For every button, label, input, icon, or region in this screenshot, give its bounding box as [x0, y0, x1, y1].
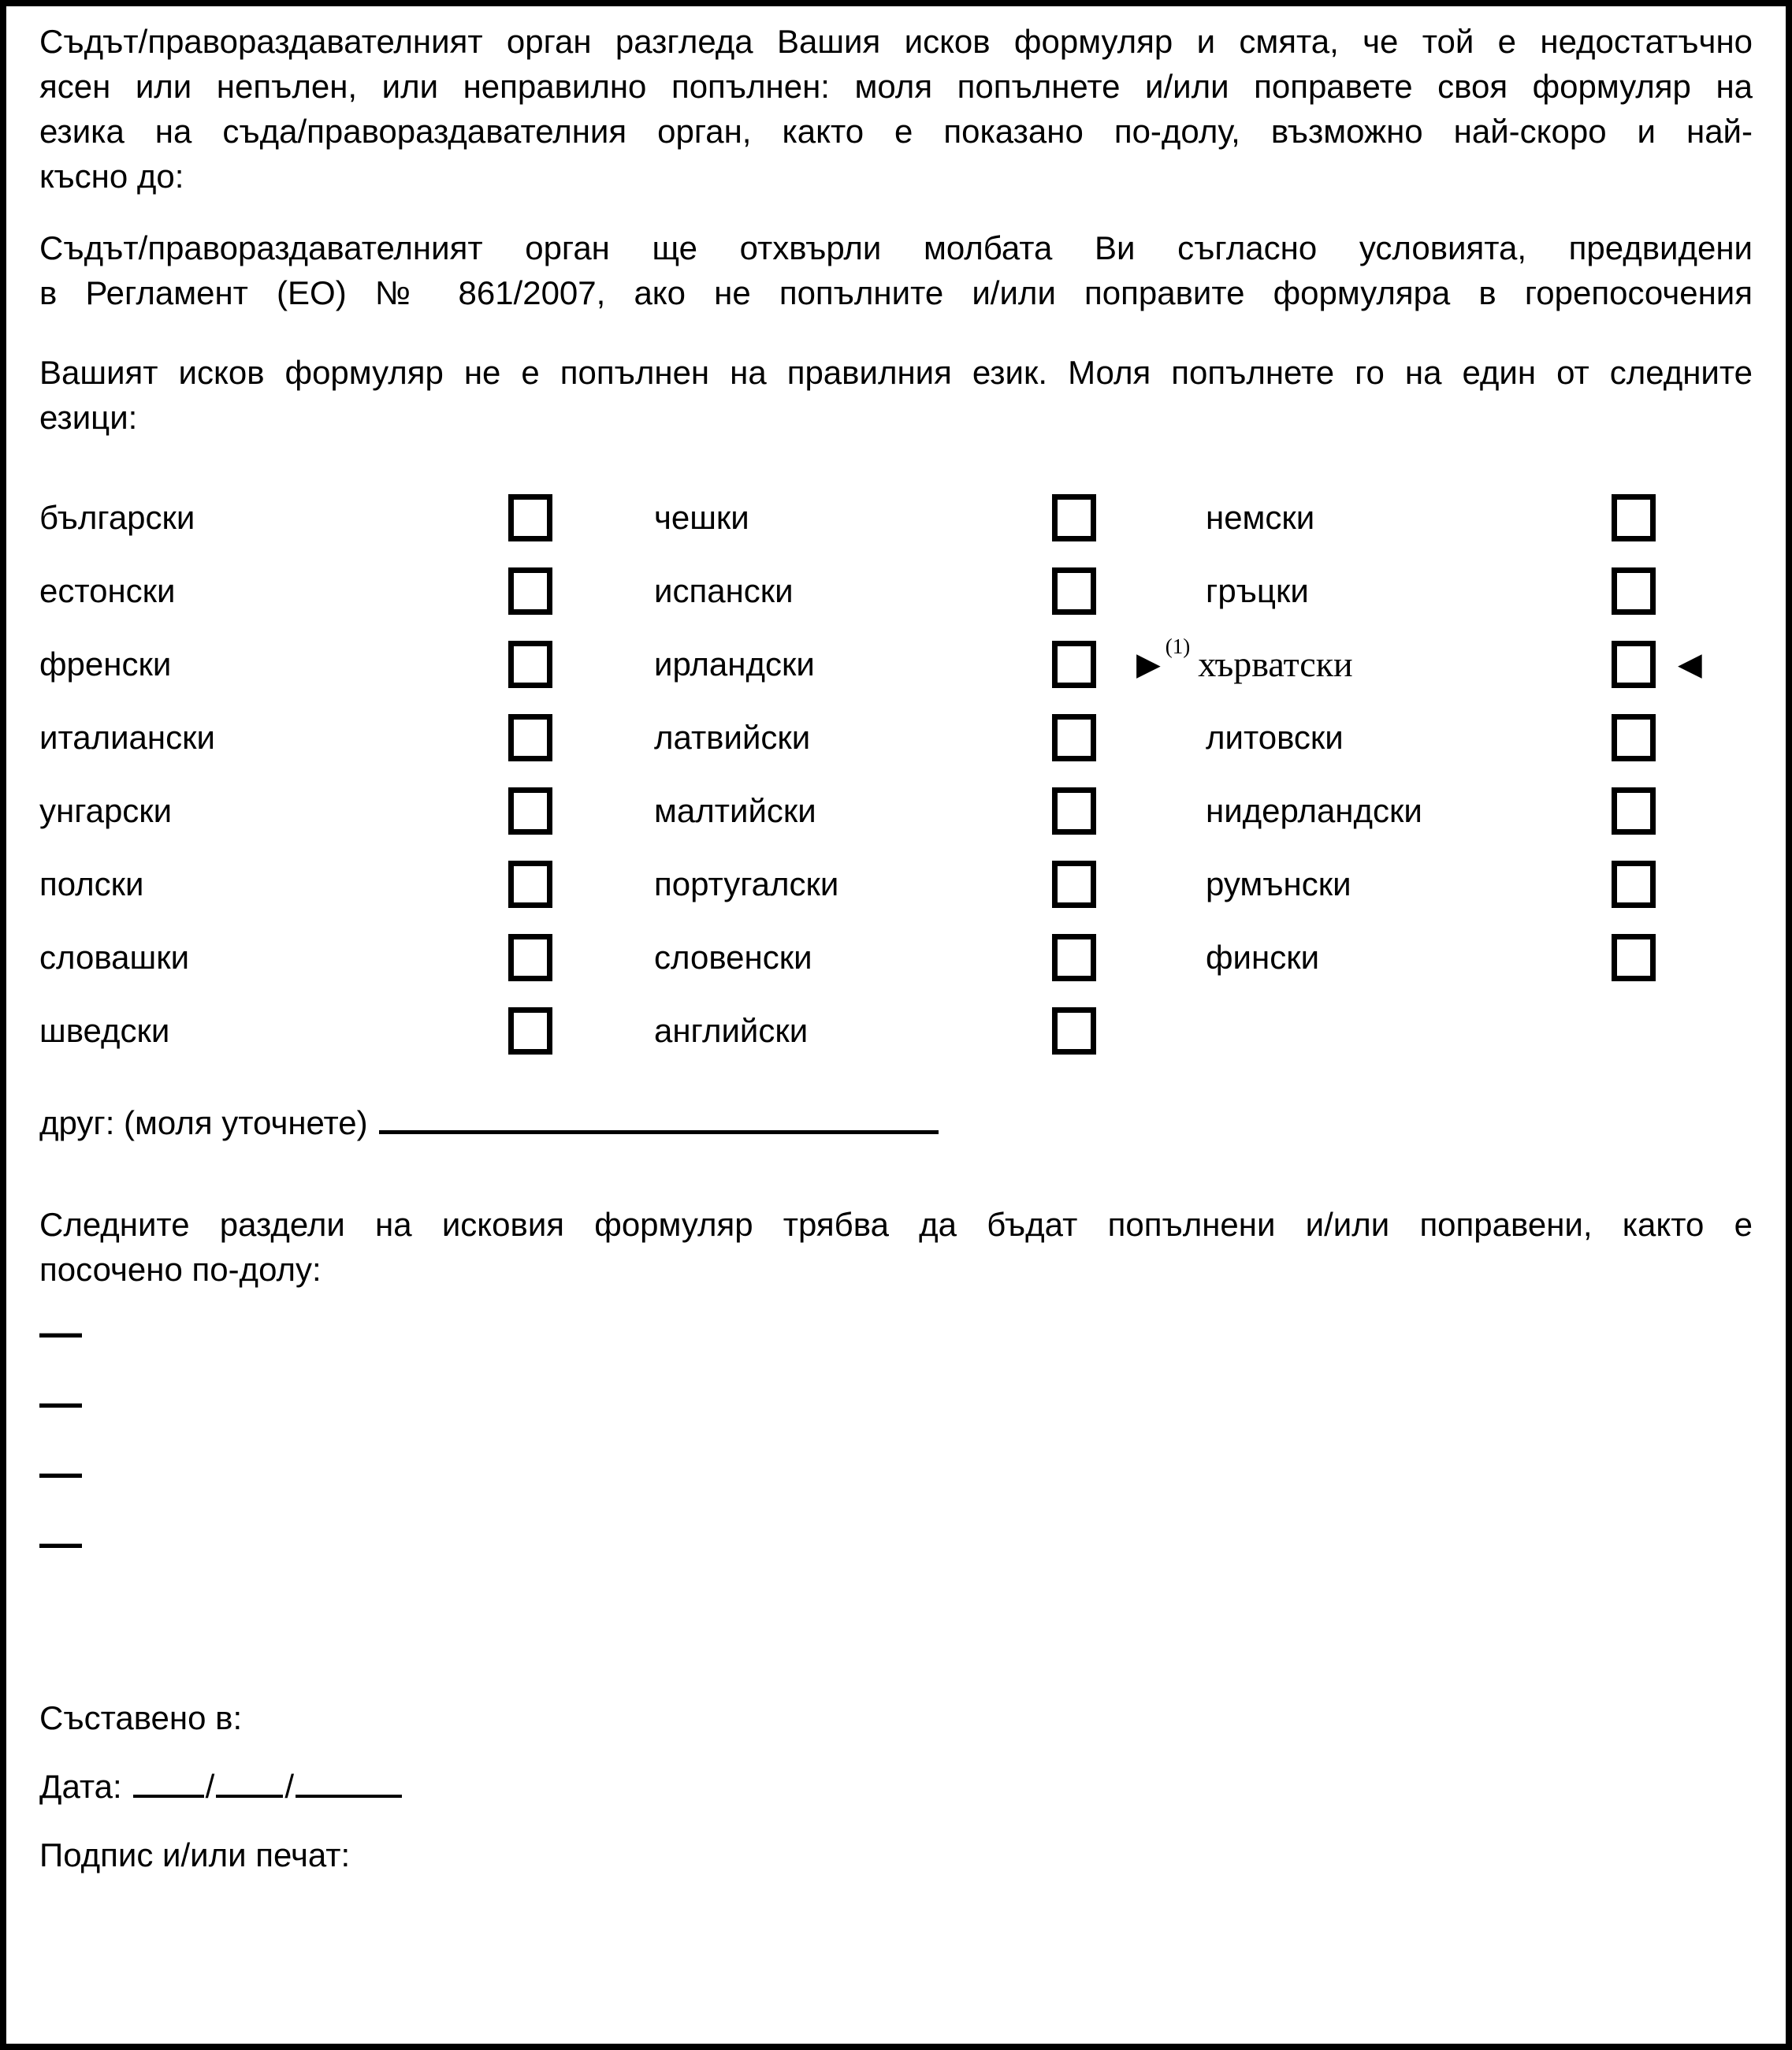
language-label-czech — [654, 481, 1052, 554]
language-label-text: малтийски — [654, 791, 816, 829]
language-cell-english — [1052, 994, 1206, 1067]
text-line: посочено по-долу: — [39, 1251, 322, 1288]
language-label-german — [1206, 481, 1612, 554]
other-language-row — [39, 1103, 1753, 1142]
language-label-maltese — [654, 774, 1052, 847]
language-cell-bulgarian — [508, 481, 654, 554]
language-cell-latvian — [1052, 701, 1206, 774]
blank-list-dash: — — [39, 1449, 82, 1497]
text-line: късно до: — [39, 158, 184, 195]
language-checkbox-irish[interactable] — [1052, 641, 1096, 688]
language-cell-maltese — [1052, 774, 1206, 847]
language-checkbox-french[interactable] — [508, 641, 552, 688]
language-checkbox-swedish[interactable] — [508, 1007, 552, 1055]
language-label-irish — [654, 627, 1052, 701]
date-row — [39, 1764, 1753, 1809]
blank-list-dash: — — [39, 1309, 82, 1356]
language-label-hungarian — [39, 774, 508, 847]
language-label-text: италиански — [39, 718, 215, 756]
date-year-input-line[interactable] — [296, 1790, 402, 1798]
text-line: Съдът/правораздавателният орган разгледа Вашия исков формуляр и смята, че той е недостатъчно — [39, 23, 1753, 60]
blank-list-dash: — — [39, 1520, 82, 1567]
date-label: Дата: — [39, 1768, 122, 1805]
language-cell-french — [508, 627, 654, 701]
language-cell-greek — [1612, 554, 1753, 627]
language-label-text: португалски — [654, 865, 839, 902]
language-checkbox-finnish[interactable] — [1612, 934, 1656, 981]
language-label-finnish — [1206, 921, 1612, 994]
done-at-row — [39, 1695, 1753, 1740]
language-cell-empty — [1612, 994, 1753, 1067]
language-checkbox-dutch[interactable] — [1612, 787, 1656, 835]
intro-paragraph — [39, 19, 1753, 199]
language-label-text: гръцки — [1206, 571, 1309, 609]
language-label-italian — [39, 701, 508, 774]
language-checkbox-grid — [39, 481, 1753, 1067]
language-label-romanian — [1206, 847, 1612, 921]
sections-to-correct-paragraph — [39, 1202, 1753, 1292]
language-label-polish — [39, 847, 508, 921]
other-language-label: друг: (моля уточнете) — [39, 1104, 368, 1141]
language-checkbox-bulgarian[interactable] — [508, 494, 552, 541]
language-label-text: литовски — [1206, 718, 1344, 756]
language-label-text: немски — [1206, 498, 1315, 536]
language-cell-polish — [508, 847, 654, 921]
language-checkbox-hungarian[interactable] — [508, 787, 552, 835]
rejection-warning-paragraph — [39, 225, 1753, 315]
text-line: Вашият исков формуляр не е попълнен на правилния език. Моля попълнете го на един от следните — [39, 354, 1753, 391]
language-label-text: полски — [39, 865, 144, 902]
language-label-estonian — [39, 554, 508, 627]
language-checkbox-romanian[interactable] — [1612, 861, 1656, 908]
language-checkbox-italian[interactable] — [508, 714, 552, 761]
text-line: Следните раздели на исковия формуляр трябва да бъдат попълнени и/или поправени, както е — [39, 1206, 1753, 1243]
language-cell-german — [1612, 481, 1753, 554]
language-label-text: словашки — [39, 938, 190, 976]
language-label-swedish — [39, 994, 508, 1067]
language-label-text: фински — [1206, 938, 1320, 976]
language-label-text: български — [39, 498, 195, 536]
wrong-language-paragraph — [39, 350, 1753, 440]
language-cell-hungarian — [508, 774, 654, 847]
footnote-reference: (1) — [1165, 634, 1191, 658]
language-label-dutch — [1206, 774, 1612, 847]
text-line: в Регламент (ЕО) № 861/2007, ако не попълните и/или поправите формуляра в горепосочения — [39, 274, 1753, 311]
language-cell-romanian — [1612, 847, 1753, 921]
text-line: Съдът/правораздавателният орган ще отхвърли молбата Ви съгласно условията, предвидени — [39, 229, 1753, 266]
language-label-latvian — [654, 701, 1052, 774]
language-cell-italian — [508, 701, 654, 774]
language-label-text: ирландски — [654, 645, 815, 683]
language-label-english — [654, 994, 1052, 1067]
blank-list-dash: — — [39, 1379, 82, 1427]
language-checkbox-latvian[interactable] — [1052, 714, 1096, 761]
language-label-text: латвийски — [654, 718, 811, 756]
language-label-french — [39, 627, 508, 701]
language-label-greek — [1206, 554, 1612, 627]
language-cell-spanish — [1052, 554, 1206, 627]
language-label-text: унгарски — [39, 791, 173, 829]
date-separator: / — [205, 1768, 215, 1805]
language-cell-slovak — [508, 921, 654, 994]
date-separator: / — [284, 1768, 295, 1805]
text-line: езика на съда/правораздавателния орган, както е показано по-долу, възможно най-скоро и най- — [39, 113, 1753, 150]
language-label-text: словенски — [654, 938, 812, 976]
language-cell-portuguese — [1052, 847, 1206, 921]
language-checkbox-croatian[interactable] — [1612, 641, 1656, 688]
language-label-text: нидерландски — [1206, 791, 1422, 829]
language-checkbox-slovak[interactable] — [508, 934, 552, 981]
language-checkbox-german[interactable] — [1612, 494, 1656, 541]
language-cell-czech — [1052, 481, 1206, 554]
language-checkbox-maltese[interactable] — [1052, 787, 1096, 835]
language-cell-estonian — [508, 554, 654, 627]
text-line: ясен или непълен, или неправилно попълнен: моля попълнете и/или поправете своя формуляр на — [39, 68, 1753, 105]
language-checkbox-portuguese[interactable] — [1052, 861, 1096, 908]
language-checkbox-lithuanian[interactable] — [1612, 714, 1656, 761]
language-label-text: френски — [39, 645, 172, 683]
language-label-text: испански — [654, 571, 794, 609]
other-language-input-line[interactable] — [379, 1103, 939, 1134]
language-cell-finnish — [1612, 921, 1753, 994]
language-label-spanish — [654, 554, 1052, 627]
language-label-slovenian — [654, 921, 1052, 994]
text-line: езици: — [39, 399, 138, 436]
language-checkbox-spanish[interactable] — [1052, 567, 1096, 615]
insertion-start-marker-icon: ▶ — [1136, 646, 1161, 682]
language-label-text: хърватски — [1198, 644, 1353, 684]
language-label-text: чешки — [654, 498, 749, 536]
signature-row — [39, 1832, 1753, 1877]
blank-sections-list — [39, 1298, 1753, 1579]
date-month-input-line[interactable] — [216, 1790, 283, 1798]
language-checkbox-polish[interactable] — [508, 861, 552, 908]
language-checkbox-english[interactable] — [1052, 1007, 1096, 1055]
language-cell-croatian — [1612, 627, 1753, 701]
language-checkbox-greek[interactable] — [1612, 567, 1656, 615]
language-label-empty — [1206, 994, 1612, 1067]
language-label-text: английски — [654, 1011, 809, 1049]
language-label-bulgarian — [39, 481, 508, 554]
language-cell-dutch — [1612, 774, 1753, 847]
date-day-input-line[interactable] — [133, 1790, 204, 1798]
language-label-croatian — [1136, 627, 1612, 701]
language-label-lithuanian — [1206, 701, 1612, 774]
language-cell-swedish — [508, 994, 654, 1067]
language-checkbox-slovenian[interactable] — [1052, 934, 1096, 981]
insertion-end-marker-icon: ◀ — [1678, 646, 1702, 682]
language-label-text: естонски — [39, 571, 176, 609]
language-checkbox-czech[interactable] — [1052, 494, 1096, 541]
language-checkbox-estonian[interactable] — [508, 567, 552, 615]
done-at-label: Съставено в: — [39, 1699, 243, 1736]
signature-label: Подпис и/или печат: — [39, 1836, 351, 1873]
language-label-portuguese — [654, 847, 1052, 921]
language-label-text: румънски — [1206, 865, 1351, 902]
language-label-slovak — [39, 921, 508, 994]
language-label-text: шведски — [39, 1011, 170, 1049]
language-cell-slovenian — [1052, 921, 1206, 994]
language-cell-lithuanian — [1612, 701, 1753, 774]
